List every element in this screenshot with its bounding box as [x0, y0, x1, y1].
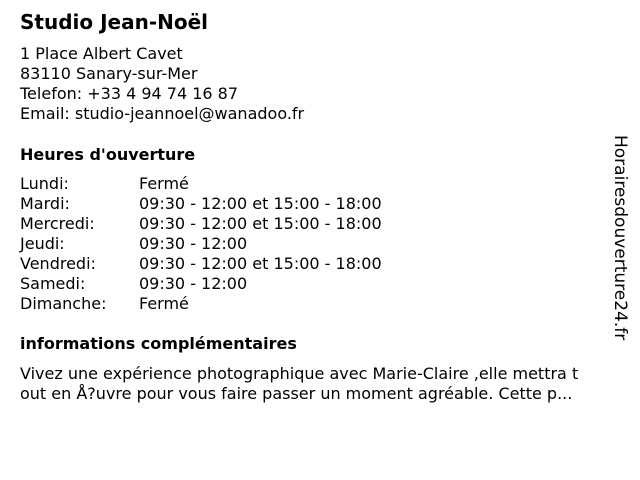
business-name: Studio Jean-Noël: [20, 10, 209, 34]
hours-row-saturday: [20, 274, 382, 294]
hours-day: Dimanche:: [20, 294, 107, 313]
hours-row-wednesday: [20, 214, 382, 234]
hours-row-tuesday: [20, 194, 382, 214]
hours-time: 09:30 - 12:00: [139, 234, 248, 253]
hours-day: Mardi:: [20, 194, 70, 213]
hours-row-thursday: [20, 234, 382, 254]
phone-line: Telefon: +33 4 94 74 16 87: [20, 84, 239, 103]
address-city: 83110 Sanary-sur-Mer: [20, 64, 198, 83]
hours-time: Fermé: [139, 174, 189, 193]
hours-row-monday: [20, 174, 382, 194]
hours-day: Jeudi:: [20, 234, 65, 253]
hours-day: Vendredi:: [20, 254, 96, 273]
site-watermark: Horairesdouverture24.fr: [610, 135, 630, 341]
email-line: Email: studio-jeannoel@wanadoo.fr: [20, 104, 305, 123]
hours-time: 09:30 - 12:00: [139, 274, 248, 293]
description-line-2: out en Å?uvre pour vous faire passer un moment agréable. Cette p...: [20, 384, 573, 403]
hours-day: Samedi:: [20, 274, 86, 293]
hours-time: 09:30 - 12:00 et 15:00 - 18:00: [139, 254, 382, 273]
hours-time: Fermé: [139, 294, 189, 313]
info-heading: informations complémentaires: [20, 334, 297, 353]
hours-heading: Heures d'ouverture: [20, 145, 196, 164]
hours-row-sunday: [20, 294, 382, 314]
opening-hours-table: [20, 174, 382, 314]
business-address: [20, 44, 304, 124]
hours-time: 09:30 - 12:00 et 15:00 - 18:00: [139, 194, 382, 213]
hours-day: Mercredi:: [20, 214, 95, 233]
hours-time: 09:30 - 12:00 et 15:00 - 18:00: [139, 214, 382, 233]
business-description: [20, 364, 630, 404]
hours-day: Lundi:: [20, 174, 69, 193]
description-line-1: Vivez une expérience photographique avec Marie-Claire ,elle mettra t: [20, 364, 579, 383]
address-street: 1 Place Albert Cavet: [20, 44, 183, 63]
hours-row-friday: [20, 254, 382, 274]
